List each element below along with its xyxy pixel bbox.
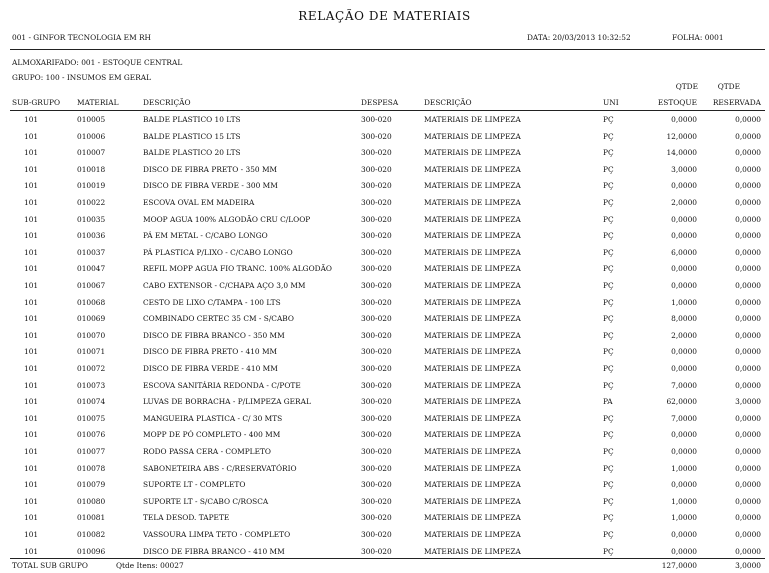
expense-cell: 300-020 xyxy=(361,530,392,539)
material-cell: 010070 xyxy=(77,330,106,340)
expense-cell: 300-020 xyxy=(361,330,392,340)
description-cell: CESTO DE LIXO C/TAMPA - 100 LTS xyxy=(143,297,281,307)
reserved-cell: 0,0000 xyxy=(735,115,761,124)
expense-cell: 300-020 xyxy=(361,513,392,523)
expense-cell: 300-020 xyxy=(361,198,392,207)
material-cell: 010096 xyxy=(77,546,106,556)
subgroup-cell: 101 xyxy=(24,164,39,174)
stock-cell: 0,0000 xyxy=(671,115,697,124)
reserved-cell: 0,0000 xyxy=(735,198,761,207)
unit-cell: PÇ xyxy=(603,413,614,423)
warehouse-label: ALMOXARIFADO: 001 - ESTOQUE CENTRAL xyxy=(12,58,183,67)
expense-description-cell: MATERIAIS DE LIMPEZA xyxy=(424,131,521,141)
stock-cell: 7,0000 xyxy=(671,380,697,390)
description-header: DESCRIÇÃO xyxy=(143,98,191,107)
expense-description-cell: MATERIAIS DE LIMPEZA xyxy=(424,347,521,357)
description-cell: RODO PASSA CERA - COMPLETO xyxy=(143,447,271,456)
expense-description-cell: MATERIAIS DE LIMPEZA xyxy=(424,198,521,207)
material-cell: 010006 xyxy=(77,131,106,141)
expense-description-cell: MATERIAIS DE LIMPEZA xyxy=(424,115,521,124)
stock-cell: 0,0000 xyxy=(671,430,697,440)
expense-cell: 300-020 xyxy=(361,131,392,141)
stock-cell: 1,0000 xyxy=(671,463,697,473)
expense-description-cell: MATERIAIS DE LIMPEZA xyxy=(424,430,521,440)
expense-cell: 300-020 xyxy=(361,231,392,241)
stock-cell: 0,0000 xyxy=(671,264,697,274)
stock-cell: 0,0000 xyxy=(671,231,697,241)
reserved-cell: 0,0000 xyxy=(735,413,761,423)
unit-cell: PÇ xyxy=(603,264,614,274)
unit-cell: PÇ xyxy=(603,281,614,290)
unit-cell: PÇ xyxy=(603,364,614,373)
stock-cell: 0,0000 xyxy=(671,281,697,290)
stock-cell: 0,0000 xyxy=(671,480,697,490)
expense-description-cell: MATERIAIS DE LIMPEZA xyxy=(424,364,521,373)
expense-description-cell: MATERIAIS DE LIMPEZA xyxy=(424,264,521,274)
subgroup-cell: 101 xyxy=(24,115,39,124)
subgroup-cell: 101 xyxy=(24,546,39,556)
unit-cell: PÇ xyxy=(603,115,614,124)
subgroup-cell: 101 xyxy=(24,330,39,340)
unit-cell: PÇ xyxy=(603,463,614,473)
item-count: Qtde Itens: 00027 xyxy=(116,561,184,570)
description-cell: PÁ EM METAL - C/CABO LONGO xyxy=(143,231,268,241)
total-stock: 127,0000 xyxy=(661,561,697,570)
subgroup-cell: 101 xyxy=(24,463,39,473)
table-row xyxy=(0,281,769,297)
description-cell: MANGUEIRA PLASTICA - C/ 30 MTS xyxy=(143,413,283,423)
material-cell: 010067 xyxy=(77,281,106,290)
description-cell: DISCO DE FIBRA BRANCO - 350 MM xyxy=(143,330,285,340)
subgroup-cell: 101 xyxy=(24,297,39,307)
material-cell: 010077 xyxy=(77,447,106,456)
unit-cell: PÇ xyxy=(603,164,614,174)
material-cell: 010005 xyxy=(77,115,106,124)
reserved-cell: 0,0000 xyxy=(735,181,761,191)
material-header: MATERIAL xyxy=(77,98,119,107)
description-cell: SABONETEIRA ABS - C/RESERVATÓRIO xyxy=(143,463,297,473)
expense-description-cell: MATERIAIS DE LIMPEZA xyxy=(424,530,521,539)
stock-header-top: QTDE xyxy=(675,82,698,91)
expense-header: DESPESA xyxy=(361,98,399,107)
subgroup-cell: 101 xyxy=(24,231,39,241)
reserved-cell: 0,0000 xyxy=(735,297,761,307)
unit-cell: PÇ xyxy=(603,247,614,257)
description-cell: VASSOURA LIMPA TETO - COMPLETO xyxy=(143,530,291,539)
expense-cell: 300-020 xyxy=(361,546,392,556)
subgroup-cell: 101 xyxy=(24,447,39,456)
stock-cell: 12,0000 xyxy=(666,131,697,141)
footer-divider xyxy=(10,558,765,559)
unit-cell: PÇ xyxy=(603,530,614,539)
subgroup-cell: 101 xyxy=(24,281,39,290)
description-cell: DISCO DE FIBRA VERDE - 300 MM xyxy=(143,181,278,191)
expense-cell: 300-020 xyxy=(361,364,392,373)
table-row xyxy=(0,331,769,347)
reserved-cell: 0,0000 xyxy=(735,380,761,390)
subgroup-cell: 101 xyxy=(24,380,39,390)
description-cell: DISCO DE FIBRA PRETO - 410 MM xyxy=(143,347,278,357)
unit-cell: PÇ xyxy=(603,480,614,490)
subgroup-cell: 101 xyxy=(24,430,39,440)
material-cell: 010018 xyxy=(77,164,106,174)
stock-cell: 62,0000 xyxy=(666,397,697,407)
expense-cell: 300-020 xyxy=(361,281,392,290)
table-row xyxy=(0,181,769,197)
expense-description-cell: MATERIAIS DE LIMPEZA xyxy=(424,380,521,390)
subgroup-cell: 101 xyxy=(24,214,39,224)
unit-cell: PA xyxy=(603,397,613,407)
unit-cell: PÇ xyxy=(603,231,614,241)
stock-cell: 3,0000 xyxy=(671,164,697,174)
company-name: 001 - GINFOR TECNOLOGIA EM RH xyxy=(12,33,151,42)
table-row xyxy=(0,115,769,131)
unit-cell: PÇ xyxy=(603,347,614,357)
stock-header: ESTOQUE xyxy=(657,98,697,107)
reserved-cell: 0,0000 xyxy=(735,546,761,556)
table-row xyxy=(0,414,769,430)
material-cell: 010068 xyxy=(77,297,106,307)
subgroup-total-row xyxy=(0,561,769,571)
expense-cell: 300-020 xyxy=(361,314,392,324)
unit-cell: PÇ xyxy=(603,546,614,556)
reserved-cell: 0,0000 xyxy=(735,247,761,257)
subgroup-cell: 101 xyxy=(24,314,39,324)
reserved-cell: 0,0000 xyxy=(735,164,761,174)
material-cell: 010075 xyxy=(77,413,106,423)
table-row xyxy=(0,364,769,380)
stock-cell: 0,0000 xyxy=(671,447,697,456)
description-cell: LUVAS DE BORRACHA - P/LIMPEZA GERAL xyxy=(143,397,311,407)
stock-cell: 1,0000 xyxy=(671,297,697,307)
stock-cell: 8,0000 xyxy=(671,314,697,324)
description-cell: BALDE PLASTICO 10 LTS xyxy=(143,115,241,124)
reserved-cell: 0,0000 xyxy=(735,347,761,357)
table-row xyxy=(0,314,769,330)
stock-cell: 1,0000 xyxy=(671,496,697,506)
subgroup-cell: 101 xyxy=(24,513,39,523)
reserved-cell: 0,0000 xyxy=(735,314,761,324)
columns-divider xyxy=(10,110,765,111)
material-cell: 010074 xyxy=(77,397,106,407)
total-reserved: 3,0000 xyxy=(735,561,761,570)
reserved-header: RESERVADA xyxy=(712,98,761,107)
reserved-cell: 0,0000 xyxy=(735,330,761,340)
unit-cell: PÇ xyxy=(603,131,614,141)
subgroup-cell: 101 xyxy=(24,347,39,357)
subgroup-cell: 101 xyxy=(24,364,39,373)
table-row xyxy=(0,264,769,280)
expense-description-cell: MATERIAIS DE LIMPEZA xyxy=(424,447,521,456)
table-row xyxy=(0,397,769,413)
description-cell: ESCOVA SANITÁRIA REDONDA - C/POTE xyxy=(143,380,301,390)
unit-cell: PÇ xyxy=(603,513,614,523)
reserved-cell: 0,0000 xyxy=(735,480,761,490)
column-header xyxy=(0,98,769,108)
material-cell: 010035 xyxy=(77,214,106,224)
table-row xyxy=(0,347,769,363)
table-row xyxy=(0,298,769,314)
stock-cell: 0,0000 xyxy=(671,347,697,357)
expense-description-cell: MATERIAIS DE LIMPEZA xyxy=(424,463,521,473)
expense-cell: 300-020 xyxy=(361,164,392,174)
unit-header: UNI xyxy=(603,98,619,107)
stock-cell: 2,0000 xyxy=(671,198,697,207)
expense-description-cell: MATERIAIS DE LIMPEZA xyxy=(424,496,521,506)
material-cell: 010071 xyxy=(77,347,106,357)
reserved-cell: 3,0000 xyxy=(735,397,761,407)
expense-cell: 300-020 xyxy=(361,297,392,307)
stock-cell: 6,0000 xyxy=(671,247,697,257)
expense-description-cell: MATERIAIS DE LIMPEZA xyxy=(424,148,521,158)
description-cell: CABO EXTENSOR - C/CHAPA AÇO 3,0 MM xyxy=(143,281,306,290)
table-row xyxy=(0,148,769,164)
expense-description-cell: MATERIAIS DE LIMPEZA xyxy=(424,513,521,523)
table-row xyxy=(0,464,769,480)
reserved-cell: 0,0000 xyxy=(735,131,761,141)
reserved-header-top: QTDE xyxy=(717,82,740,91)
subgroup-cell: 101 xyxy=(24,198,39,207)
group-label: GRUPO: 100 - INSUMOS EM GERAL xyxy=(12,73,152,82)
reserved-cell: 0,0000 xyxy=(735,231,761,241)
material-cell: 010019 xyxy=(77,181,106,191)
reserved-cell: 0,0000 xyxy=(735,496,761,506)
expense-description-cell: MATERIAIS DE LIMPEZA xyxy=(424,297,521,307)
subgroup-header: SUB-GRUPO xyxy=(12,98,61,107)
description-cell: BALDE PLASTICO 20 LTS xyxy=(143,148,241,158)
stock-cell: 0,0000 xyxy=(671,530,697,539)
expense-description-cell: MATERIAIS DE LIMPEZA xyxy=(424,281,521,290)
expense-cell: 300-020 xyxy=(361,397,392,407)
table-row xyxy=(0,248,769,264)
table-row xyxy=(0,165,769,181)
unit-cell: PÇ xyxy=(603,314,614,324)
page-number: FOLHA: 0001 xyxy=(672,33,724,42)
stock-cell: 0,0000 xyxy=(671,214,697,224)
expense-description-cell: MATERIAIS DE LIMPEZA xyxy=(424,480,521,490)
description-cell: TELA DESOD. TAPETE xyxy=(143,513,230,523)
unit-cell: PÇ xyxy=(603,380,614,390)
reserved-cell: 0,0000 xyxy=(735,430,761,440)
unit-cell: PÇ xyxy=(603,330,614,340)
table-row xyxy=(0,132,769,148)
subgroup-cell: 101 xyxy=(24,496,39,506)
table-row xyxy=(0,430,769,446)
material-cell: 010022 xyxy=(77,198,106,207)
unit-cell: PÇ xyxy=(603,430,614,440)
stock-cell: 1,0000 xyxy=(671,513,697,523)
subgroup-cell: 101 xyxy=(24,480,39,490)
description-cell: ESCOVA OVAL EM MADEIRA xyxy=(143,198,255,207)
expense-cell: 300-020 xyxy=(361,264,392,274)
subgroup-cell: 101 xyxy=(24,247,39,257)
unit-cell: PÇ xyxy=(603,198,614,207)
expense-description-cell: MATERIAIS DE LIMPEZA xyxy=(424,247,521,257)
unit-cell: PÇ xyxy=(603,297,614,307)
expense-cell: 300-020 xyxy=(361,247,392,257)
description-cell: BALDE PLASTICO 15 LTS xyxy=(143,131,241,141)
stock-cell: 14,0000 xyxy=(666,148,697,158)
description-cell: MOOP AGUA 100% ALGODÃO CRU C/LOOP xyxy=(143,214,311,224)
subgroup-cell: 101 xyxy=(24,413,39,423)
material-cell: 010036 xyxy=(77,231,106,241)
expense-description-cell: MATERIAIS DE LIMPEZA xyxy=(424,546,521,556)
material-cell: 010072 xyxy=(77,364,106,373)
expense-description-cell: MATERIAIS DE LIMPEZA xyxy=(424,214,521,224)
expense-cell: 300-020 xyxy=(361,496,392,506)
expense-description-cell: MATERIAIS DE LIMPEZA xyxy=(424,330,521,340)
reserved-cell: 0,0000 xyxy=(735,214,761,224)
expense-cell: 300-020 xyxy=(361,181,392,191)
total-label: TOTAL SUB GRUPO xyxy=(12,561,88,570)
column-header-top xyxy=(0,82,769,92)
material-cell: 010076 xyxy=(77,430,106,440)
table-row xyxy=(0,215,769,231)
material-cell: 010047 xyxy=(77,264,106,274)
stock-cell: 0,0000 xyxy=(671,364,697,373)
material-cell: 010078 xyxy=(77,463,106,473)
reserved-cell: 0,0000 xyxy=(735,513,761,523)
subgroup-cell: 101 xyxy=(24,264,39,274)
expense-cell: 300-020 xyxy=(361,380,392,390)
expense-cell: 300-020 xyxy=(361,347,392,357)
expense-cell: 300-020 xyxy=(361,214,392,224)
reserved-cell: 0,0000 xyxy=(735,281,761,290)
expense-description-cell: MATERIAIS DE LIMPEZA xyxy=(424,397,521,407)
stock-cell: 7,0000 xyxy=(671,413,697,423)
expense-cell: 300-020 xyxy=(361,463,392,473)
unit-cell: PÇ xyxy=(603,447,614,456)
table-row xyxy=(0,513,769,529)
reserved-cell: 0,0000 xyxy=(735,364,761,373)
subgroup-cell: 101 xyxy=(24,148,39,158)
expense-description-cell: MATERIAIS DE LIMPEZA xyxy=(424,181,521,191)
reserved-cell: 0,0000 xyxy=(735,264,761,274)
description-cell: SUPORTE LT - COMPLETO xyxy=(143,480,246,490)
stock-cell: 0,0000 xyxy=(671,181,697,191)
unit-cell: PÇ xyxy=(603,496,614,506)
stock-cell: 0,0000 xyxy=(671,546,697,556)
expense-description-cell: MATERIAIS DE LIMPEZA xyxy=(424,314,521,324)
table-row xyxy=(0,231,769,247)
subgroup-cell: 101 xyxy=(24,131,39,141)
expense-cell: 300-020 xyxy=(361,115,392,124)
description-cell: DISCO DE FIBRA PRETO - 350 MM xyxy=(143,164,278,174)
unit-cell: PÇ xyxy=(603,148,614,158)
description-cell: SUPORTE LT - S/CABO C/ROSCA xyxy=(143,496,269,506)
expense-description-header: DESCRIÇÃO xyxy=(424,98,472,107)
expense-cell: 300-020 xyxy=(361,447,392,456)
material-cell: 010082 xyxy=(77,530,106,539)
expense-cell: 300-020 xyxy=(361,430,392,440)
material-cell: 010080 xyxy=(77,496,106,506)
material-cell: 010081 xyxy=(77,513,106,523)
reserved-cell: 0,0000 xyxy=(735,463,761,473)
table-row xyxy=(0,530,769,546)
header-divider xyxy=(10,49,765,50)
expense-cell: 300-020 xyxy=(361,413,392,423)
expense-description-cell: MATERIAIS DE LIMPEZA xyxy=(424,164,521,174)
subgroup-cell: 101 xyxy=(24,530,39,539)
unit-cell: PÇ xyxy=(603,181,614,191)
table-row xyxy=(0,447,769,463)
stock-cell: 2,0000 xyxy=(671,330,697,340)
description-cell: MOPP DE PÓ COMPLETO - 400 MM xyxy=(143,430,281,440)
table-row xyxy=(0,198,769,214)
description-cell: DISCO DE FIBRA BRANCO - 410 MM xyxy=(143,546,285,556)
description-cell: PÁ PLASTICA P/LIXO - C/CABO LONGO xyxy=(143,247,293,257)
table-row xyxy=(0,381,769,397)
table-row xyxy=(0,480,769,496)
report-title: RELAÇÃO DE MATERIAIS xyxy=(298,9,471,23)
description-cell: REFIL MOPP AGUA FIO TRANC. 100% ALGODÃO xyxy=(143,264,332,274)
expense-description-cell: MATERIAIS DE LIMPEZA xyxy=(424,413,521,423)
table-row xyxy=(0,497,769,513)
expense-cell: 300-020 xyxy=(361,480,392,490)
material-cell: 010073 xyxy=(77,380,106,390)
reserved-cell: 0,0000 xyxy=(735,148,761,158)
expense-cell: 300-020 xyxy=(361,148,392,158)
subgroup-cell: 101 xyxy=(24,397,39,407)
reserved-cell: 0,0000 xyxy=(735,530,761,539)
reserved-cell: 0,0000 xyxy=(735,447,761,456)
material-cell: 010079 xyxy=(77,480,106,490)
report-date: DATA: 20/03/2013 10:32:52 xyxy=(527,33,631,42)
material-cell: 010007 xyxy=(77,148,106,158)
description-cell: COMBINADO CERTEC 35 CM - S/CABO xyxy=(143,314,294,324)
material-cell: 010069 xyxy=(77,314,106,324)
subgroup-cell: 101 xyxy=(24,181,39,191)
expense-description-cell: MATERIAIS DE LIMPEZA xyxy=(424,231,521,241)
unit-cell: PÇ xyxy=(603,214,614,224)
description-cell: DISCO DE FIBRA VERDE - 410 MM xyxy=(143,364,278,373)
material-cell: 010037 xyxy=(77,247,106,257)
